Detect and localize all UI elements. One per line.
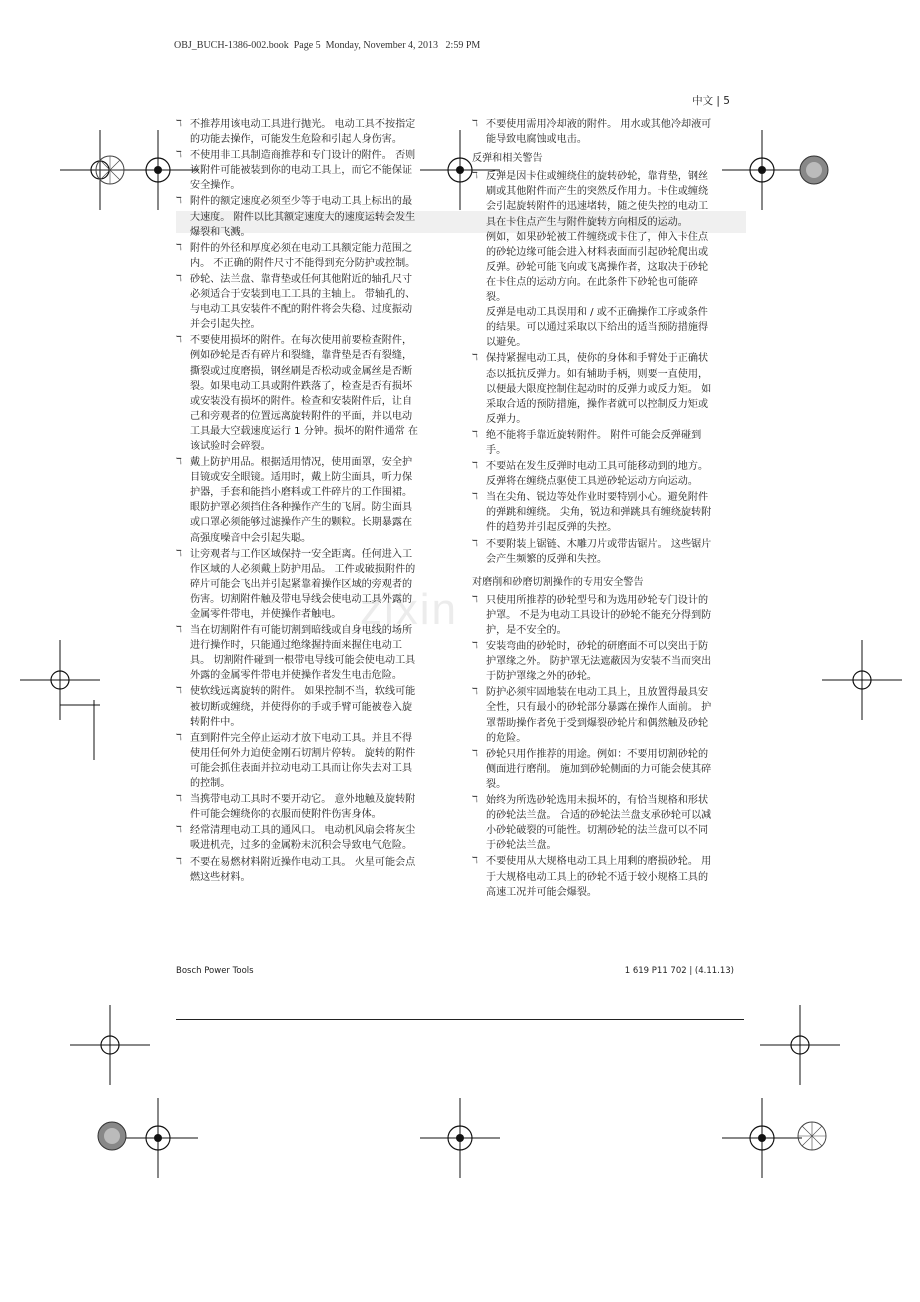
bullet-icon: ℸ	[472, 594, 478, 605]
item-line: 的砂轮边缘可能会进入材料表面而引起砂轮爬出或	[486, 246, 709, 258]
item-line: 小砂轮破裂的可能性。切割砂轮的法兰盘可以不同	[486, 825, 709, 837]
item-line: 吸进机壳，过多的金属粉末沉积会导致电气危险。	[190, 840, 413, 852]
item-line: 并会引起失控。	[190, 319, 261, 331]
item-line: 能导致电腐蚀或电击。	[486, 134, 587, 146]
item-line: 态以抵抗反弹力。如有辅助手柄，则要一直使用，	[486, 368, 709, 380]
item-line: 或口罩必须能够过滤操作产生的颗粒。长期暴露在	[190, 517, 413, 529]
registration-mark-icon	[420, 1098, 500, 1178]
item-line: 反弹。砂轮可能飞向或飞离操作者，这取决于砂轮	[486, 261, 709, 273]
item-line: 的弹跳和缠绕。 尖角，锐边和弹跳具有缠绕旋转附	[486, 507, 712, 519]
item-line: 护罩缘之外。 防护罩无法遮蔽因为安装不当而突出	[486, 656, 712, 668]
list-item	[472, 169, 750, 350]
color-wheel-icon	[790, 146, 838, 194]
bullet-icon: ℸ	[472, 461, 478, 472]
item-line: 具。 切割附件碰到一根带电导线可能会使电动工具	[190, 655, 416, 667]
item-line: 金属零件带电，并使操作者触电。	[190, 609, 342, 620]
item-line: 不要附装上锯链、木雕刀片或带齿锯片。 这些锯片	[486, 538, 712, 550]
item-line: 例如砂轮是否有碎片和裂缝，靠背垫是否有裂缝，	[190, 350, 413, 362]
item-line: 使软线远离旋转的附件。 如果控制不当，软线可能	[190, 686, 416, 698]
section-heading-grinding: 对磨削和砂磨切割操作的专用安全警告	[472, 576, 644, 588]
footer-doc-number: 1 619 P11 702 | (4.11.13)	[624, 966, 734, 976]
bullet-icon: ℸ	[472, 171, 478, 182]
item-line: 件可能会缠绕你的衣服而使附件伤害身体。	[190, 809, 382, 821]
item-line: 燃这些材料。	[190, 871, 251, 883]
item-line: 砂轮只用作推荐的用途。例如：不要用切割砂轮的	[486, 748, 709, 760]
list-item	[176, 272, 454, 332]
item-line: 当在尖角、锐边等处作业时要特别小心。避免附件	[486, 492, 709, 504]
item-line: 手。	[486, 444, 507, 456]
item-line: 或安装没有损坏的附件。检查和安装附件后，让自	[190, 395, 413, 407]
bullet-icon: ℸ	[472, 538, 478, 549]
grinding-items	[472, 593, 750, 900]
item-line: 件的趋势并引起反弹的失控。	[486, 522, 618, 534]
item-line: 被切断或缠绕，并使得你的手或手臂可能被卷入旋	[190, 701, 413, 713]
list-item	[472, 793, 750, 853]
item-line: 该附件可能被装到你的电动工具上，而它不能保证	[190, 165, 413, 177]
item-line: 的结果。可以通过采取以下给出的适当预防措施得	[486, 322, 709, 334]
list-item	[176, 684, 454, 729]
bullet-icon: ℸ	[176, 825, 182, 836]
kickback-items	[472, 169, 750, 566]
list-item	[176, 333, 454, 454]
bullet-icon: ℸ	[176, 732, 182, 743]
item-line: 不要站在发生反弹时电动工具可能移动到的地方。	[486, 461, 709, 473]
item-line: 让旁观者与工作区域保持一安全距离。任何进入工	[190, 548, 413, 560]
item-line: 例如，如果砂轮被工件缠绕或卡住了，伸入卡住点	[486, 231, 709, 243]
item-line: 己和旁观者的位置远离旋转附件的平面，并以电动	[190, 410, 413, 422]
item-line: 使用任何外力迫使金刚石切割片停转。 旋转的附件	[190, 747, 416, 759]
list-item	[472, 639, 750, 684]
item-line: 附件的额定速度必须至少等于电动工具上标出的最	[190, 196, 413, 208]
item-line: 戴上防护用品。根据适用情况，使用面罩，安全护	[190, 457, 413, 469]
item-line: 安全操作。	[190, 180, 241, 192]
list-item	[176, 547, 454, 622]
crosshair-mark-icon	[760, 1005, 840, 1085]
item-line: 反弹力。	[486, 413, 527, 425]
bullet-icon: ℸ	[176, 856, 182, 867]
list-item	[472, 747, 750, 792]
item-line: 反弹是因卡住或缠绕住的旋转砂轮，靠背垫，钢丝	[486, 171, 709, 183]
item-line: 的功能去操作，可能发生危险和引起人身伤害。	[190, 134, 402, 146]
item-line: 于砂轮法兰盘。	[486, 840, 557, 852]
section-heading-kickback: 反弹和相关警告	[472, 153, 543, 165]
bullet-icon: ℸ	[176, 794, 182, 805]
item-line: 作区域的人必须戴上防护用品。 工件或破损附件的	[190, 563, 416, 575]
bottom-rule	[176, 1019, 744, 1020]
left-column	[176, 117, 454, 886]
item-line: 侧面进行磨削。 施加到砂轮侧面的力可能会使其碎	[486, 763, 712, 775]
item-line: 该试验时会碎裂。	[190, 440, 271, 452]
item-line: 当携带电动工具时不要开动它。 意外地触及旋转附	[190, 794, 416, 806]
item-line: 直到附件完全停止运动才放下电动工具。并且不得	[190, 732, 413, 744]
item-line: 的控制。	[190, 778, 231, 790]
item-line: 于防护罩缘之外的砂轮。	[486, 671, 598, 683]
item-line: 大速度。 附件以比其额定速度大的速度运转会发生	[190, 211, 416, 223]
bullet-icon: ℸ	[176, 242, 182, 253]
bullet-icon: ℸ	[472, 856, 478, 867]
crosshair-mark-icon	[822, 640, 902, 720]
item-line: 反弹是电动工具误用和 / 或不正确操作工序或条件	[486, 307, 708, 319]
item-line: 全性，只有最小的砂轮部分暴露在操作人面前。 护	[486, 702, 712, 714]
bullet-icon: ℸ	[176, 625, 182, 636]
print-info-line: OBJ_BUCH-1386-002.book Page 5 Monday, November 4, 2013 2:59 PM	[174, 40, 481, 51]
item-line: 以便最大限度控制住起动时的反弹力或反力矩。 如	[486, 383, 712, 395]
item-line: 附件的外径和厚度必须在电动工具额定能力范围之	[190, 242, 413, 254]
bullet-icon: ℸ	[472, 119, 478, 129]
bullet-icon: ℸ	[176, 119, 182, 129]
item-line: 始终为所选砂轮选用未损坏的，有恰当规格和形状	[486, 795, 709, 807]
item-line: 可能会抓住表面并拉动电动工具而让你失去对工具	[190, 762, 413, 774]
item-line: 保持紧握电动工具，使你的身体和手臂处于正确状	[486, 353, 709, 365]
bullet-icon: ℸ	[176, 196, 182, 207]
item-line: 工具最大空载速度运行 1 分钟。损坏的附件通常 在	[190, 425, 419, 437]
item-line: 不要使用从大规格电动工具上用剩的磨损砂轮。 用	[486, 856, 712, 868]
item-line: 以避免。	[486, 337, 527, 349]
item-line: 裂。如果电动工具或附件跌落了，检查是否有损坏	[190, 380, 413, 392]
item-line: 裂。	[486, 292, 507, 304]
list-item	[472, 593, 750, 638]
item-line: 转附件中。	[190, 716, 241, 728]
item-line: 不要在易燃材料附近操作电动工具。 火星可能会点	[190, 856, 416, 868]
bullet-icon: ℸ	[176, 273, 182, 284]
item-line: 爆裂和飞溅。	[190, 226, 251, 238]
item-line: 目镜或安全眼镜。适用时，戴上防尘面具，听力保	[190, 472, 413, 484]
item-line: 绝不能将手靠近旋转附件。 附件可能会反弹碰到	[486, 429, 702, 441]
list-item	[176, 731, 454, 791]
item-line: 眼防护罩必须挡住各种操作产生的飞屑。防尘面具	[190, 502, 413, 514]
registration-mark-icon	[420, 130, 500, 210]
item-line: 外露的金属零件带电并使操作者发生电击危险。	[190, 670, 402, 682]
starburst-target-icon	[788, 1112, 836, 1160]
footer-brand: Bosch Power Tools	[176, 966, 254, 976]
item-line: 安装弯曲的砂轮时，砂轮的研磨面不可以突出于防	[486, 641, 709, 653]
right-top-items	[472, 117, 750, 147]
item-line: 必须适合于安装到电工工具的主轴上。 带轴孔的、	[190, 289, 416, 301]
item-line: 刷或其他附件而产生的突然反作用力。卡住或缠绕	[486, 186, 709, 198]
list-item	[176, 117, 454, 147]
item-line: 裂。	[486, 778, 507, 790]
list-item	[472, 854, 750, 899]
bullet-icon: ℸ	[472, 641, 478, 652]
crosshair-mark-icon	[70, 1005, 150, 1085]
list-item	[176, 148, 454, 193]
item-line: 经常清理电动工具的通风口。 电动机风扇会将灰尘	[190, 825, 416, 837]
item-line: 不推荐用该电动工具进行抛光。 电动工具不按指定	[190, 119, 416, 130]
item-line: 护，是不安全的。	[486, 625, 567, 636]
crosshair-mark-icon	[64, 700, 124, 760]
list-item	[472, 685, 750, 745]
item-line: 高强度噪音中会引起失聪。	[190, 532, 312, 544]
page-header: 中文 | 5	[692, 95, 730, 107]
list-item	[176, 241, 454, 271]
bullet-icon: ℸ	[472, 687, 478, 698]
bullet-icon: ℸ	[176, 457, 182, 468]
bullet-icon: ℸ	[176, 548, 182, 559]
item-line: 不使用非工具制造商推荐和专门设计的附件。 否则	[190, 150, 416, 162]
bullet-icon: ℸ	[472, 429, 478, 440]
item-line: 的危险。	[486, 732, 527, 744]
item-line: 撕裂或过度磨损，钢丝刷是否松动或金属丝是否断	[190, 365, 413, 377]
item-line: 防护必须牢固地装在电动工具上，且放置得最具安	[486, 687, 709, 699]
item-line: 罩帮助操作者免于受到爆裂砂轮片和偶然触及砂轮	[486, 717, 709, 729]
color-wheel-icon	[88, 1112, 136, 1160]
bullet-icon: ℸ	[176, 686, 182, 697]
item-line: 伤害。切割附件触及带电导线会使电动工具外露的	[190, 593, 413, 605]
item-line: 会产生频繁的反弹和失控。	[486, 553, 608, 565]
item-line: 于大规格电动工具上的砂轮不适于较小规格工具的	[486, 871, 709, 883]
item-line: 不要使用损坏的附件。在每次使用前要检查附件，	[190, 335, 413, 347]
item-line: 与电动工具安装件不配的附件将会失稳、过度振动	[190, 304, 413, 316]
bullet-icon: ℸ	[176, 150, 182, 161]
item-line: 护罩。 不是为电动工具设计的砂轮不能充分得到防	[486, 609, 712, 621]
item-line: 只使用所推荐的砂轮型号和为选用砂轮专门设计的	[486, 594, 709, 606]
bullet-icon: ℸ	[176, 335, 182, 346]
item-line: 反弹将在缠绕点驱使工具逆砂轮运动方向运动。	[486, 476, 698, 488]
list-item	[176, 455, 454, 546]
bullet-icon: ℸ	[472, 795, 478, 806]
list-item	[472, 490, 750, 535]
item-line: 碎片可能会飞出并引起紧靠着操作区域的旁观者的	[190, 578, 413, 590]
item-line: 当在切割附件有可能切割到暗线或自身电线的场所	[190, 625, 413, 637]
bullet-icon: ℸ	[472, 748, 478, 759]
list-item	[176, 792, 454, 822]
list-item	[176, 823, 454, 853]
item-line: 护器，手套和能挡小磨料或工件碎片的工作围裙。	[190, 487, 413, 499]
item-line: 进行操作时，只能通过绝缘握持面来握住电动工	[190, 640, 402, 652]
watermark: zixin	[360, 585, 459, 634]
starburst-target-icon	[86, 146, 134, 194]
list-item	[176, 855, 454, 885]
item-line: 会引起旋转附件的迅速堵转，随之使失控的电动工	[486, 201, 709, 213]
list-item	[472, 117, 750, 147]
item-line: 的砂轮法兰盘。 合适的砂轮法兰盘支承砂轮可以减	[486, 810, 712, 822]
list-item	[176, 194, 454, 239]
item-line: 内。 不正确的附件尺寸不能得到充分防护或控制。	[190, 257, 416, 269]
item-line: 不要使用需用冷却液的附件。 用水或其他冷却液可	[486, 119, 712, 130]
item-line: 砂轮、法兰盘、靠背垫或任何其他附近的轴孔尺寸	[190, 273, 413, 285]
list-item	[176, 623, 454, 683]
list-item	[472, 351, 750, 426]
list-item	[472, 459, 750, 489]
bullet-icon: ℸ	[472, 492, 478, 503]
item-line: 在卡住点的运动方向。在此条件下砂轮也可能碎	[486, 276, 698, 288]
list-item	[472, 428, 750, 458]
item-line: 高速工况并可能会爆裂。	[486, 886, 598, 898]
right-column	[472, 117, 750, 901]
item-line: 采取合适的预防措施，操作者就可以控制反力矩或	[486, 398, 709, 410]
bullet-icon: ℸ	[472, 353, 478, 364]
item-line: 具在卡住点产生与附件旋转方向相反的运动。	[486, 216, 688, 228]
list-item	[472, 537, 750, 567]
